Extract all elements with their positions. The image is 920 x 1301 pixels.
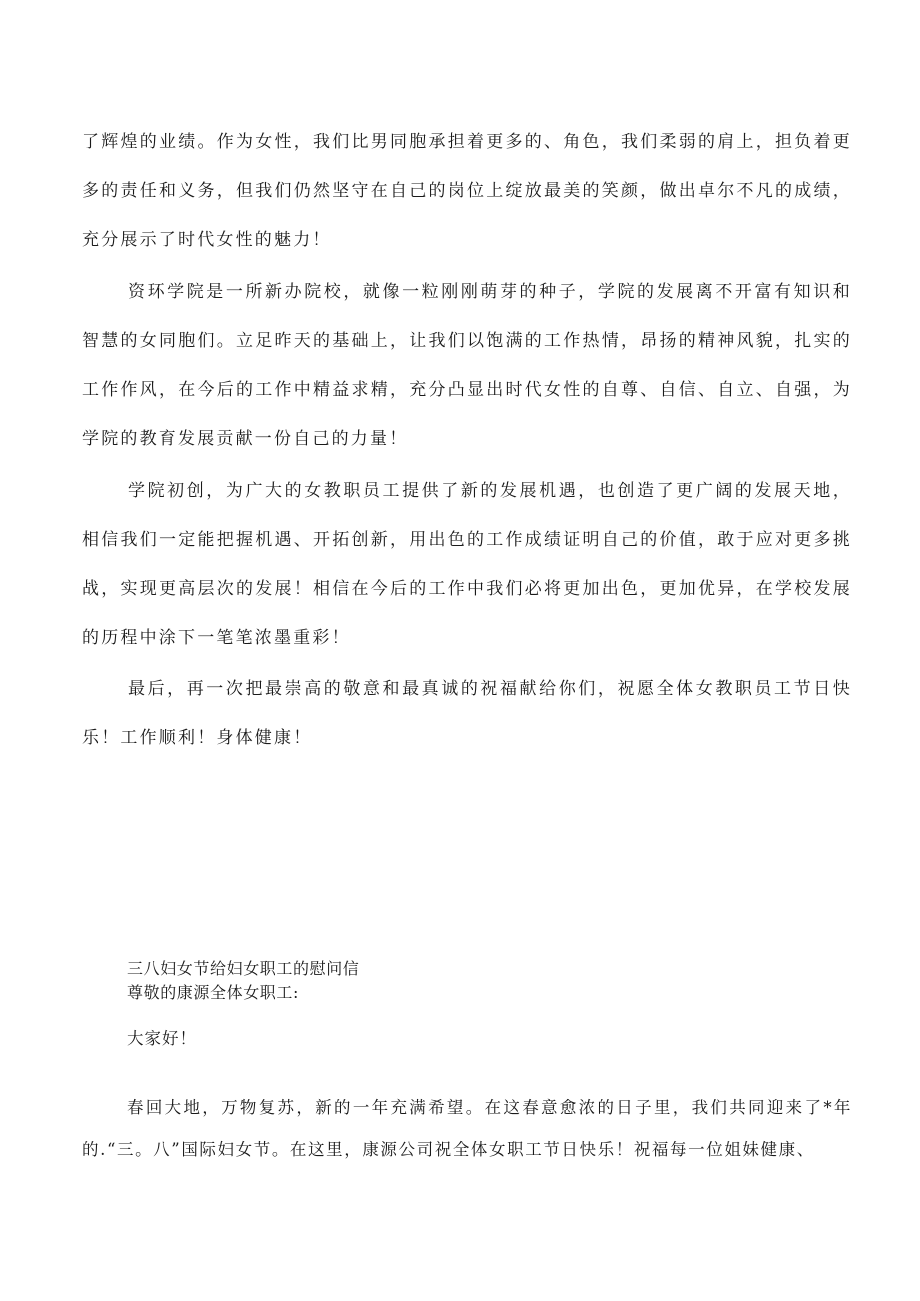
letter-salutation: 尊敬的康源全体女职工: <box>127 983 299 1002</box>
letter-title: 三八妇女节给妇女职工的慰问信 <box>127 959 360 978</box>
paragraph-college: 资环学院是一所新办院校，就像一粒刚刚萌芽的种子，学院的发展离不开富有知识和智慧的女同胞们。立足昨天的基础上，让我们以饱满的工作热情，昂扬的精神风貌，扎实的工作作风，在今后的工作中精益求精，充分凸显出时代女性的自尊、自信、自立、自强，为学院的教育发展贡献一份自己的力量！ <box>82 282 852 449</box>
paragraph-opportunities: 学院初创，为广大的女教职员工提供了新的发展机遇，也创造了更广阔的发展天地，相信我们一定能把握机遇、开拓创新，用出色的工作成绩证明自己的价值，敢于应对更多挑战，实现更高层次的发展！相信在今后的工作中我们必将更加出色，更加优异，在学校发展的历程中涂下一笔笔浓墨重彩！ <box>82 481 852 648</box>
letter-greeting: 大家好！ <box>127 1029 197 1048</box>
paragraph-achievements: 了辉煌的业绩。作为女性，我们比男同胞承担着更多的、角色，我们柔弱的肩上，担负着更多的责任和义务，但我们仍然坚守在自己的岗位上绽放最美的笑颜，做出卓尔不凡的成绩，充分展示了时代女性的魅力！ <box>82 132 852 250</box>
paragraph-closing-wishes: 最后，再一次把最崇高的敬意和最真诚的祝福献给你们，祝愿全体女教职员工节日快乐！工作顺利！身体健康！ <box>82 679 852 748</box>
letter-body-paragraph: 春回大地，万物复苏，新的一年充满希望。在这春意愈浓的日子里，我们共同迎来了*年的.“三。八”国际妇女节。在这里，康源公司祝全体女职工节日快乐！祝福每一位姐妹健康、 <box>82 1098 852 1159</box>
